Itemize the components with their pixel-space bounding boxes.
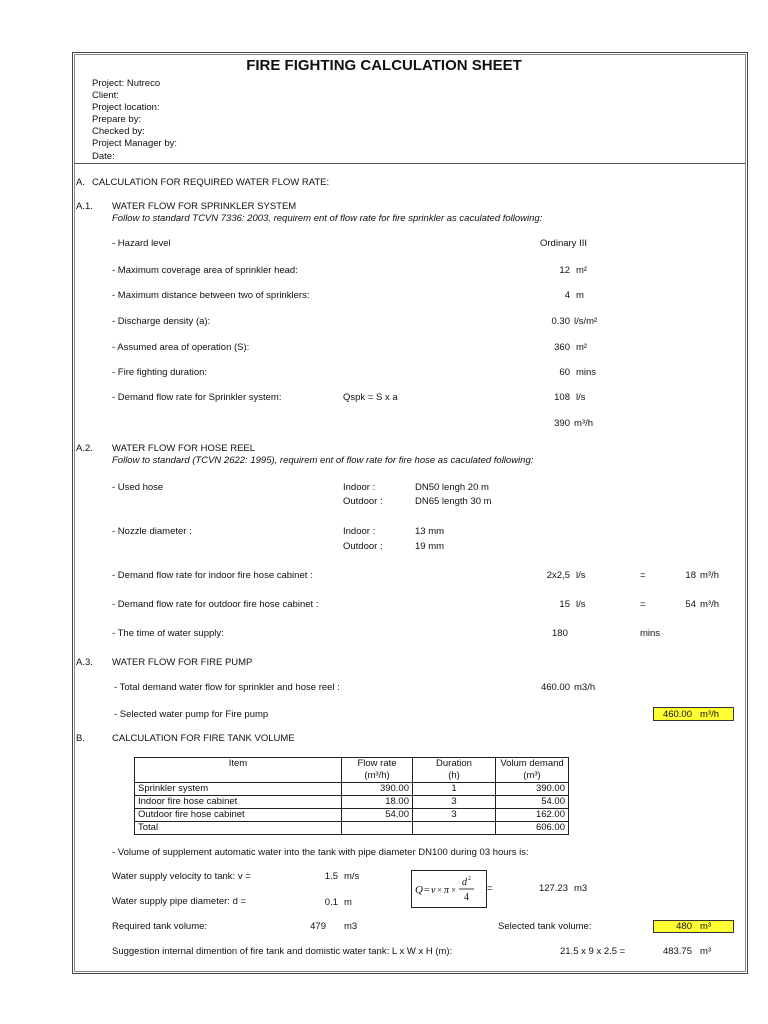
svg-text:Q: Q [415,884,423,896]
supply-time-label: - The time of water supply: [112,628,224,639]
supply-time-value: 180 [552,628,568,639]
area-label: - Assumed area of operation (S): [112,342,250,353]
suggestion-label: Suggestion internal dimention of fire tank and domistic water tank: L x W x H (m): [112,946,453,957]
a1-note: Follow to standard TCVN 7336: 2003, requirem ent of flow rate for fire sprinkler as caculated following: [112,213,543,224]
diameter-value: 0.1 [324,897,338,908]
indoor-flow-m3-value: 18 [685,570,696,581]
row-item: Sprinkler system [135,783,342,796]
coverage-value: 12 [559,265,570,276]
fire-pump-label: - Selected water pump for Fire pump [114,709,269,720]
hose-indoor-value: DN50 lengh 20 m [415,482,489,493]
outdoor-flow-unit: l/s [576,599,586,610]
header-volume-unit: (m³) [496,770,569,783]
indoor-flow-value: 2x2,5 [546,570,570,581]
total-item: Total [135,822,342,835]
svg-text:×: × [437,885,443,895]
total-demand-label: - Total demand water flow for sprinkler and hose reel : [114,682,340,693]
distance-label: - Maximum distance between two of sprinklers: [112,290,310,301]
a2-title: WATER FLOW FOR HOSE REEL [112,443,256,454]
a1-number: A.1. [76,201,93,212]
table-row [135,809,569,822]
svg-text:2: 2 [468,876,471,882]
hose-indoor-label: Indoor : [343,482,376,493]
row-volume: 162.00 [496,809,569,822]
velocity-value: 1.5 [324,871,338,882]
manager-line: Project Manager by: [92,138,178,149]
distance-value: 4 [564,290,570,301]
svg-text:=: = [424,885,430,896]
svg-text:×: × [451,885,457,895]
density-unit: l/s/m² [574,316,598,327]
row-volume: 54.00 [496,796,569,809]
suggestion-dimensions: 21.5 x 9 x 2.5 = [560,946,626,957]
indoor-flow-label: - Demand flow rate for indoor fire hose cabinet : [112,570,313,581]
coverage-unit: m² [576,265,588,276]
sheet-title: FIRE FIGHTING CALCULATION SHEET [246,57,522,74]
prepare-line: Prepare by: [92,114,142,125]
svg-text:v: v [431,885,436,896]
hose-outdoor-label: Outdoor : [343,496,383,507]
sprinkler-demand-label: - Demand flow rate for Sprinkler system: [112,392,282,403]
header-item: Item [135,758,342,771]
outdoor-flow-value: 15 [559,599,570,610]
header-flow-unit: (m³/h) [342,770,413,783]
flow-formula-box [411,870,487,908]
area-value: 360 [554,342,570,353]
density-label: - Discharge density (a): [112,316,211,327]
table-row [135,783,569,796]
a3-title: WATER FLOW FOR FIRE PUMP [112,657,253,668]
sprinkler-demand-unit: l/s [576,392,586,403]
flow-equals: = [487,883,493,894]
nozzle-indoor-label: Indoor : [343,526,376,537]
total-volume: 606.00 [496,822,569,835]
sprinkler-demand-m3-value: 390 [554,418,570,429]
required-volume-unit: m3 [344,921,358,932]
a2-note: Follow to standard (TCVN 2622: 1995), requirem ent of flow rate for fire hose as caculated following: [112,455,534,466]
area-unit: m² [576,342,588,353]
nozzle-indoor-value: 13 mm [415,526,445,537]
outdoor-flow-m3-unit: m³/h [700,599,719,610]
indoor-flow-equals: = [640,570,646,581]
flow-unit: m3 [574,883,588,894]
svg-text:d: d [462,877,467,888]
a3-number: A.3. [76,657,93,668]
total-duration [413,822,496,835]
fire-tank-table [134,757,569,835]
sprinkler-demand-m3-unit: m³/h [574,418,593,429]
nozzle-label: - Nozzle diameter : [112,526,192,537]
hazard-label: - Hazard level [112,238,171,249]
flow-value: 127.23 [538,883,568,894]
row-volume: 390.00 [496,783,569,796]
required-volume-value: 479 [310,921,326,932]
fire-pump-unit: m³/h [700,709,719,720]
checked-line: Checked by: [92,126,145,137]
outdoor-flow-m3-value: 54 [685,599,696,610]
table-total-row [135,822,569,835]
hose-outdoor-value: DN65 length 30 m [415,496,492,507]
duration-value: 60 [559,367,570,378]
table-header-unit-row [135,770,569,783]
flow-formula-icon [412,871,486,907]
outdoor-flow-equals: = [640,599,646,610]
sprinkler-formula: Qspk = S x a [343,392,398,403]
supply-time-unit: mins [640,628,661,639]
distance-unit: m [576,290,584,301]
sprinkler-demand-value: 108 [554,392,570,403]
selected-volume-label: Selected tank volume: [498,921,592,932]
selected-volume-value: 480 [676,921,692,932]
row-duration: 1 [413,783,496,796]
client-line: Client: [92,90,119,101]
section-a-number: A. [76,177,85,188]
section-a-title: CALCULATION FOR REQUIRED WATER FLOW RATE: [92,177,330,188]
used-hose-label: - Used hose [112,482,164,493]
location-line: Project location: [92,102,160,113]
velocity-unit: m/s [344,871,360,882]
row-item: Indoor fire hose cabinet [135,796,342,809]
header-divider [74,163,745,164]
row-flow: 54.00 [342,809,413,822]
coverage-label: - Maximum coverage area of sprinkler head: [112,265,298,276]
total-flow [342,822,413,835]
date-line: Date: [92,151,115,162]
a1-title: WATER FLOW FOR SPRINKLER SYSTEM [112,201,297,212]
svg-text:π: π [444,885,450,896]
a2-number: A.2. [76,443,93,454]
diameter-label: Water supply pipe diameter: d = [112,896,247,907]
total-demand-value: 460.00 [540,682,570,693]
velocity-label: Water supply velocity to tank: v = [112,871,251,882]
section-b-number: B. [76,733,85,744]
header-volume: Volum demand [496,758,569,771]
row-duration: 3 [413,796,496,809]
table-row [135,796,569,809]
indoor-flow-m3-unit: m³/h [700,570,719,581]
project-line: Project: Nutreco [92,78,161,89]
row-duration: 3 [413,809,496,822]
duration-unit: mins [576,367,597,378]
row-item: Outdoor fire hose cabinet [135,809,342,822]
selected-volume-unit: m³ [700,921,712,932]
svg-text:4: 4 [464,892,469,903]
suggestion-value: 483.75 [662,946,692,957]
header-duration-unit: (h) [413,770,496,783]
duration-label: - Fire fighting duration: [112,367,208,378]
supplement-note: - Volume of supplement automatic water into the tank with pipe diameter DN100 during 03 hours is: [112,847,529,858]
section-b-title: CALCULATION FOR FIRE TANK VOLUME [112,733,295,744]
fire-pump-value: 460.00 [662,709,692,720]
required-volume-label: Required tank volume: [112,921,208,932]
header-duration: Duration [413,758,496,771]
hazard-value: Ordinary III [540,238,587,249]
outdoor-flow-label: - Demand flow rate for outdoor fire hose cabinet : [112,599,319,610]
row-flow: 390.00 [342,783,413,796]
nozzle-outdoor-label: Outdoor : [343,541,383,552]
diameter-unit: m [344,897,352,908]
table-header-row [135,758,569,771]
density-value: 0.30 [551,316,570,327]
nozzle-outdoor-value: 19 mm [415,541,445,552]
indoor-flow-unit: l/s [576,570,586,581]
suggestion-unit: m³ [700,946,712,957]
row-flow: 18.00 [342,796,413,809]
header-flow: Flow rate [342,758,413,771]
total-demand-unit: m3/h [574,682,596,693]
